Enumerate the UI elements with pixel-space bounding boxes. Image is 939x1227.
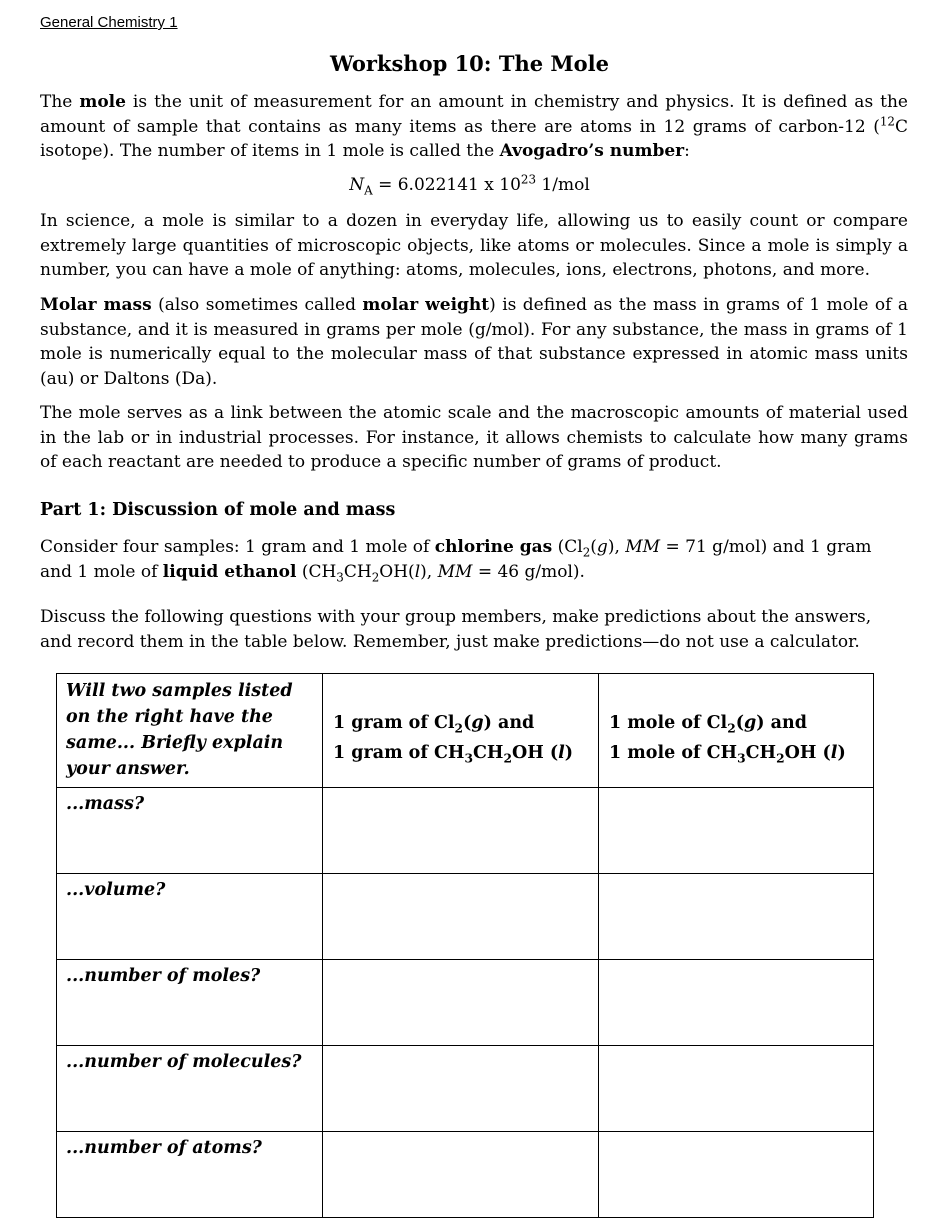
answer-cell-gram-molecules[interactable]: [323, 1046, 599, 1132]
term-mole: mole: [79, 92, 126, 112]
avogadro-equation: $N_A = 6.022141$ x $10^{23}$ 1/mol: [349, 172, 590, 198]
mole-column-header: 1 mole of $Cl_2(g)$ and 1 mole of $CH_3CH_2OH$ (l): [599, 674, 874, 788]
table-row: [57, 960, 874, 1046]
answer-cell-mole-molecules[interactable]: [599, 1046, 874, 1132]
term-avogadro: Avogadro’s number: [499, 141, 685, 162]
answer-cell-gram-mass[interactable]: [323, 788, 599, 874]
question-header: Will two samples listed on the right have the same... Briefly explain your answer.: [66, 681, 293, 779]
part1-paragraph-1: Consider four samples: 1 gram and 1 mole of chlorine gas ($Cl_2(g)$, MM = 71 g/mol) and 1 gram and 1 mole of liquid ethanol ($CH_3CH_2OH(l)$, MM = 46 g/mol).: [40, 537, 872, 584]
gram-column-header: 1 gram of $Cl_2(g)$ and 1 gram of $CH_3CH_2OH$ (l): [323, 674, 599, 788]
term-molar-mass: Molar mass: [40, 295, 152, 315]
table-row: [57, 1132, 874, 1218]
table-row: [57, 1046, 874, 1132]
answer-cell-mole-moles[interactable]: [599, 960, 874, 1046]
answer-cell-mole-mass[interactable]: [599, 788, 874, 874]
row-label-atoms: ...number of atoms?: [66, 1138, 262, 1158]
table-row: [57, 788, 874, 874]
answer-cell-mole-atoms[interactable]: [599, 1132, 874, 1218]
row-label-molecules: ...number of molecules?: [66, 1052, 302, 1072]
question-header-cell: [57, 674, 323, 788]
answer-cell-mole-volume[interactable]: [599, 874, 874, 960]
row-label-volume: ...volume?: [66, 880, 166, 900]
answer-cell-gram-moles[interactable]: [323, 960, 599, 1046]
intro-paragraph-2: In science, a mole is similar to a dozen in everyday life, allowing us to easily count or compare extremely large quantities of microscopic objects, like atoms or molecules. Since a mole is simply a number, you can have a mole of anything: atoms, molecules, ions, electrons, photons, and more.: [40, 211, 908, 281]
term-molar-weight: molar weight: [362, 295, 490, 315]
answer-cell-gram-atoms[interactable]: [323, 1132, 599, 1218]
course-header: General Chemistry 1: [40, 14, 178, 31]
table-row: [57, 874, 874, 960]
intro-paragraph-4: The mole serves as a link between the atomic scale and the macroscopic amounts of material used in the lab or in industrial processes. For instance, it allows chemists to calculate how many grams of each reactant are needed to produce a specific number of grams of product.: [40, 403, 908, 473]
intro-paragraph-3: Molar mass (also sometimes called molar weight) is defined as the mass in grams of 1 mole of a substance, and it is measured in grams per mole (g/mol). For any substance, the mass in grams of 1 mole is numerically equal to the molecular mass of that substance expressed in atomic mass units (au) or Daltons (Da).: [40, 295, 908, 389]
row-label-mass: ...mass?: [66, 794, 145, 814]
row-label-moles: ...number of moles?: [66, 966, 261, 986]
page-title: Workshop 10: The Mole: [329, 51, 610, 76]
intro-paragraph-1: The mole is the unit of measurement for an amount in chemistry and physics. It is defined as the amount of sample that contains as many items as there are atoms in 12 grams of carbon-12 ($^{12}$C isotope). The number of items in 1 mole is called the Avogadro’s number:: [40, 92, 908, 162]
part1-paragraph-2: Discuss the following questions with your group members, make predictions about the answers, and record them in the table below. Remember, just make predictions—do not use a calculator.: [40, 607, 872, 652]
answer-cell-gram-volume[interactable]: [323, 874, 599, 960]
part1-heading: Part 1: Discussion of mole and mass: [40, 500, 396, 520]
prediction-table: [56, 673, 874, 1218]
